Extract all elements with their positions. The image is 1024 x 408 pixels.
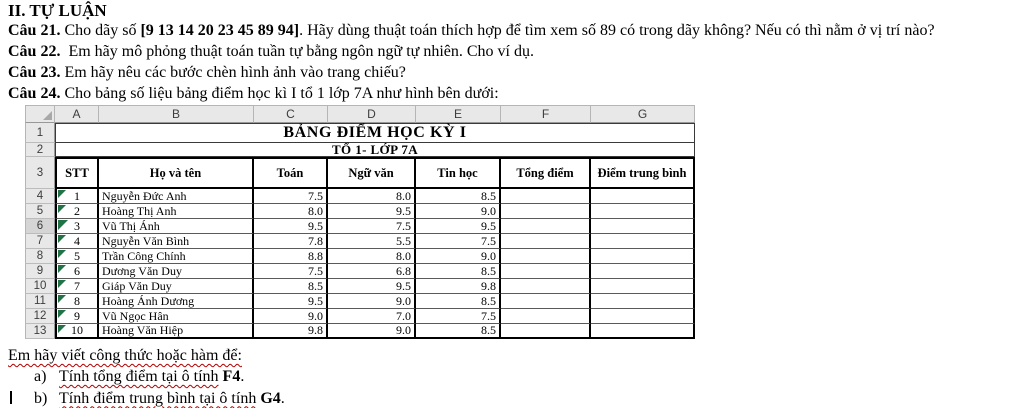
row-header: 8 bbox=[25, 249, 55, 264]
cell-name: Nguyễn Văn Bình bbox=[99, 234, 254, 249]
cell-name: Giáp Văn Duy bbox=[99, 279, 254, 294]
cell-tongdiem bbox=[501, 189, 591, 204]
cell-tinhoc: 9.8 bbox=[416, 279, 501, 294]
task-b-label: b) bbox=[34, 389, 48, 407]
cell-stt bbox=[55, 189, 99, 204]
error-marker-icon bbox=[58, 220, 68, 230]
cell-diemtrungbinh bbox=[591, 189, 695, 204]
cell-tinhoc: 8.5 bbox=[416, 294, 501, 309]
error-marker-icon bbox=[58, 325, 66, 333]
stt-value: 1 bbox=[74, 189, 80, 203]
table-header-tinhoc: Tin học bbox=[416, 157, 501, 189]
stt-value: 6 bbox=[74, 264, 80, 278]
cell-name: Trần Công Chính bbox=[99, 249, 254, 264]
cell-toan: 8.5 bbox=[254, 279, 328, 294]
cell-diemtrungbinh bbox=[591, 249, 695, 264]
column-header-g: G bbox=[591, 105, 695, 123]
question-21-text-pre: Cho dãy số bbox=[60, 22, 141, 39]
cell-stt bbox=[55, 204, 99, 219]
task-a-label: a) bbox=[34, 368, 47, 385]
cell-tinhoc: 9.5 bbox=[416, 219, 501, 234]
cell-stt bbox=[55, 294, 99, 309]
row-header-2: 2 bbox=[25, 143, 55, 157]
cell-tinhoc: 7.5 bbox=[416, 309, 501, 324]
cell-tongdiem bbox=[501, 309, 591, 324]
task-b-period: . bbox=[280, 389, 285, 407]
cell-name: Dương Văn Duy bbox=[99, 264, 254, 279]
task-a-cell-ref: F4 bbox=[222, 368, 241, 385]
question-21-label: Câu 21. bbox=[8, 22, 61, 39]
question-21-text-post: . Hãy dùng thuật toán thích hợp để tìm xem số 89 có trong dãy không? Nếu có thì nằm ở vị trí nào? bbox=[299, 22, 935, 39]
error-marker-icon bbox=[58, 295, 66, 303]
cell-tinhoc: 8.5 bbox=[416, 264, 501, 279]
error-marker-icon bbox=[58, 310, 66, 318]
task-item-a bbox=[34, 366, 1016, 388]
cell-diemtrungbinh bbox=[591, 294, 695, 309]
cell-name: Hoàng Ánh Dương bbox=[99, 294, 254, 309]
row-header: 4 bbox=[25, 189, 55, 204]
sheet-title: BẢNG ĐIỂM HỌC KỲ I bbox=[55, 123, 695, 143]
stt-value: 9 bbox=[74, 309, 80, 323]
cell-diemtrungbinh bbox=[591, 324, 695, 339]
task-b-cell-ref: G4 bbox=[260, 389, 281, 407]
table-header-toan: Toán bbox=[254, 157, 328, 189]
column-header-a: A bbox=[55, 105, 99, 123]
cell-tongdiem bbox=[501, 264, 591, 279]
cell-name: Vũ Thị Ánh bbox=[99, 219, 254, 234]
column-header-e: E bbox=[416, 105, 501, 123]
cell-toan: 9.5 bbox=[254, 294, 328, 309]
cell-nguvan: 9.0 bbox=[328, 324, 416, 339]
cell-diemtrungbinh bbox=[591, 219, 695, 234]
row-header: 10 bbox=[25, 279, 55, 294]
table-header-tongdiem: Tổng điểm bbox=[501, 157, 591, 189]
question-21-number-series: [9 13 14 20 23 45 89 94] bbox=[140, 22, 300, 39]
spreadsheet-image bbox=[25, 105, 697, 339]
cell-diemtrungbinh bbox=[591, 234, 695, 249]
task-item-b bbox=[34, 388, 1016, 408]
cell-tongdiem bbox=[501, 279, 591, 294]
cell-toan: 8.0 bbox=[254, 204, 328, 219]
cell-tongdiem bbox=[501, 219, 591, 234]
cell-stt bbox=[55, 324, 99, 339]
cell-toan: 7.8 bbox=[254, 234, 328, 249]
row-header: 5 bbox=[25, 204, 55, 219]
question-21 bbox=[8, 20, 1016, 41]
question-24 bbox=[8, 83, 1016, 104]
spreadsheet-grid bbox=[25, 105, 695, 339]
cell-name: Hoàng Thị Anh bbox=[99, 204, 254, 219]
question-22 bbox=[8, 41, 1016, 62]
table-header-diemtrungbinh: Điểm trung bình bbox=[591, 157, 695, 189]
task-a-text: Tính tổng điểm tại ô tính bbox=[59, 368, 219, 385]
text-cursor bbox=[10, 391, 12, 404]
sheet-subtitle: TỔ 1- LỚP 7A bbox=[55, 143, 695, 157]
column-header-c: C bbox=[254, 105, 328, 123]
question-22-label: Câu 22. bbox=[8, 43, 61, 60]
cell-tongdiem bbox=[501, 249, 591, 264]
cell-tinhoc: 8.5 bbox=[416, 189, 501, 204]
row-header: 12 bbox=[25, 309, 55, 324]
cell-nguvan: 8.0 bbox=[328, 249, 416, 264]
stt-value: 10 bbox=[71, 324, 83, 337]
cell-tinhoc: 9.0 bbox=[416, 249, 501, 264]
question-23-label: Câu 23. bbox=[8, 64, 61, 81]
stt-value: 7 bbox=[74, 279, 80, 293]
row-header: 11 bbox=[25, 294, 55, 309]
cell-tinhoc: 7.5 bbox=[416, 234, 501, 249]
stt-value: 4 bbox=[74, 234, 80, 248]
cell-toan: 8.8 bbox=[254, 249, 328, 264]
cell-tinhoc: 9.0 bbox=[416, 204, 501, 219]
error-marker-icon bbox=[58, 205, 66, 213]
table-header-name: Họ và tên bbox=[99, 157, 254, 189]
row-header-3: 3 bbox=[25, 157, 55, 189]
cell-nguvan: 9.5 bbox=[328, 279, 416, 294]
cell-toan: 7.5 bbox=[254, 264, 328, 279]
task-b-text: Tính điểm trung bình tại ô tính bbox=[59, 389, 257, 407]
cell-name: Vũ Ngọc Hân bbox=[99, 309, 254, 324]
stt-value: 2 bbox=[74, 204, 80, 218]
task-section bbox=[0, 339, 1024, 408]
cell-stt bbox=[55, 264, 99, 279]
column-header-b: B bbox=[99, 105, 254, 123]
select-all-corner bbox=[25, 105, 55, 123]
column-header-d: D bbox=[328, 105, 416, 123]
stt-value: 5 bbox=[74, 249, 80, 263]
question-23-text: Em hãy nêu các bước chèn hình ảnh vào trang chiếu? bbox=[60, 64, 406, 81]
footer-intro: Em hãy viết công thức hoặc hàm để: bbox=[8, 347, 242, 364]
section-title: II. TỰ LUẬN bbox=[8, 1, 107, 20]
stt-value: 8 bbox=[74, 294, 80, 308]
column-header-f: F bbox=[501, 105, 591, 123]
error-marker-icon bbox=[58, 190, 66, 198]
cell-nguvan: 6.8 bbox=[328, 264, 416, 279]
cell-name: Nguyễn Đức Anh bbox=[99, 189, 254, 204]
cell-tongdiem bbox=[501, 294, 591, 309]
stt-value: 3 bbox=[74, 219, 80, 233]
table-header-nguvan: Ngữ văn bbox=[328, 157, 416, 189]
cell-stt bbox=[55, 309, 99, 324]
cell-tongdiem bbox=[501, 204, 591, 219]
cell-nguvan: 7.5 bbox=[328, 219, 416, 234]
cell-toan: 7.5 bbox=[254, 189, 328, 204]
cell-nguvan: 8.0 bbox=[328, 189, 416, 204]
cell-nguvan: 9.0 bbox=[328, 294, 416, 309]
cell-diemtrungbinh bbox=[591, 264, 695, 279]
cell-diemtrungbinh bbox=[591, 309, 695, 324]
cell-nguvan: 5.5 bbox=[328, 234, 416, 249]
error-marker-icon bbox=[58, 250, 66, 258]
question-24-label: Câu 24. bbox=[8, 85, 61, 102]
cell-diemtrungbinh bbox=[591, 204, 695, 219]
cell-toan: 9.0 bbox=[254, 309, 328, 324]
question-23 bbox=[8, 62, 1016, 83]
row-header-1: 1 bbox=[25, 123, 55, 143]
cell-toan: 9.5 bbox=[254, 219, 328, 234]
cell-nguvan: 7.0 bbox=[328, 309, 416, 324]
row-header: 7 bbox=[25, 234, 55, 249]
question-22-text: Em hãy mô phỏng thuật toán tuần tự bằng ngôn ngữ tự nhiên. Cho ví dụ. bbox=[60, 43, 534, 60]
cell-stt bbox=[55, 234, 99, 249]
cell-tinhoc: 8.5 bbox=[416, 324, 501, 339]
cell-diemtrungbinh bbox=[591, 279, 695, 294]
error-marker-icon bbox=[58, 265, 66, 273]
error-marker-icon bbox=[58, 280, 66, 288]
row-header: 9 bbox=[25, 264, 55, 279]
row-header: 13 bbox=[25, 324, 55, 339]
table-header-stt: STT bbox=[55, 157, 99, 189]
select-all-triangle-icon bbox=[43, 111, 52, 120]
cell-stt bbox=[55, 219, 99, 234]
row-header: 6 bbox=[25, 219, 55, 234]
cell-name: Hoàng Văn Hiệp bbox=[99, 324, 254, 339]
cell-toan: 9.8 bbox=[254, 324, 328, 339]
task-a-period: . bbox=[240, 368, 245, 385]
question-section bbox=[0, 0, 1024, 104]
cell-tongdiem bbox=[501, 324, 591, 339]
cell-stt bbox=[55, 279, 99, 294]
question-24-text: Cho bảng số liệu bảng điểm học kì I tổ 1 lớp 7A như hình bên dưới: bbox=[60, 85, 499, 102]
cell-nguvan: 9.5 bbox=[328, 204, 416, 219]
cell-stt bbox=[55, 249, 99, 264]
cell-tongdiem bbox=[501, 234, 591, 249]
error-marker-icon bbox=[58, 235, 66, 243]
